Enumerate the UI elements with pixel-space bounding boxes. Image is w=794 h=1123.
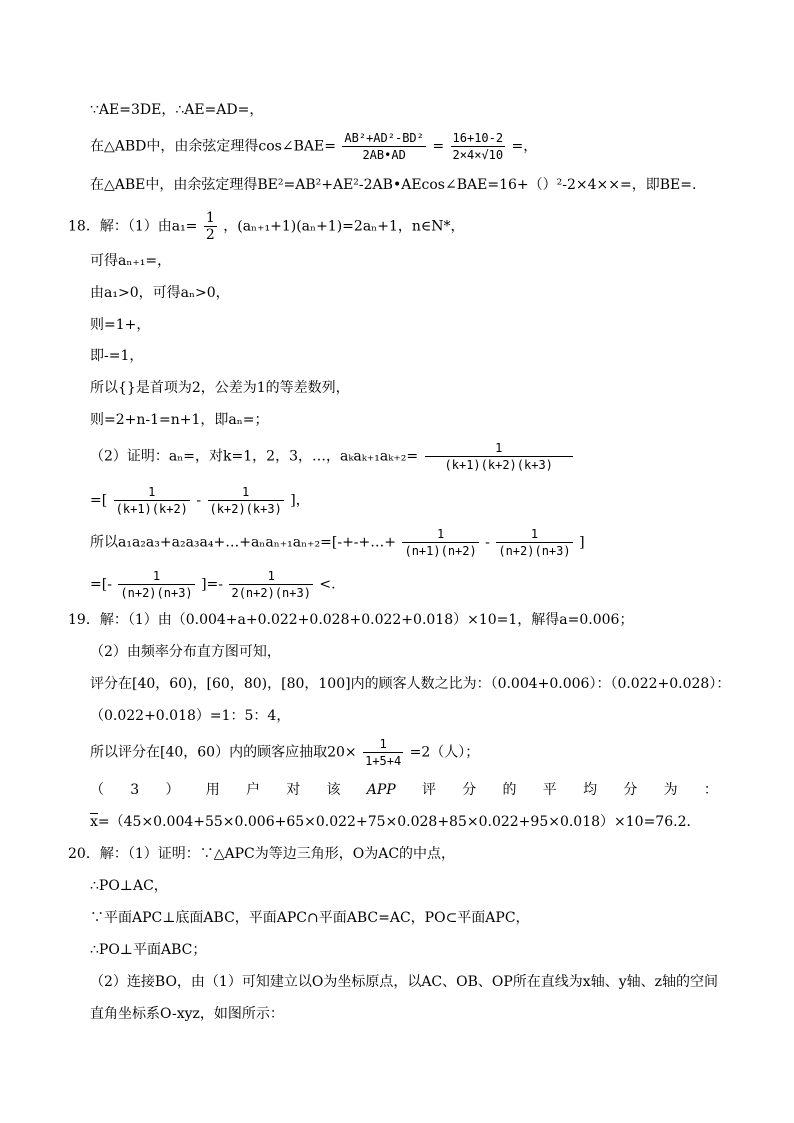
text-token: APP bbox=[366, 782, 396, 798]
text-token: 分 bbox=[623, 782, 638, 798]
fraction-denominator: (k+1)(k+2)(k+3) bbox=[425, 456, 573, 473]
text-line: 由a₁>0，可得aₙ>0， bbox=[90, 285, 230, 301]
text-token: 评 bbox=[422, 782, 436, 798]
fraction bbox=[114, 484, 190, 517]
justified-text-line bbox=[90, 780, 718, 800]
fraction bbox=[229, 568, 312, 601]
text-line: 则=1+， bbox=[90, 317, 151, 333]
question-20-header: 20．解：（1）证明：∵△APC为等边三角形，O为AC的中点， bbox=[68, 846, 456, 862]
text-token: 分 bbox=[462, 782, 477, 798]
text-line: ∵AE=3DE，∴AE=AD=， bbox=[90, 102, 264, 118]
text-segment: 在△ABD中，由余弦定理得cos∠BAE= bbox=[90, 138, 336, 155]
text-segment: 18．解：（1）由a₁= bbox=[68, 218, 198, 235]
fraction-numerator: 16+10-2 bbox=[452, 131, 504, 145]
fraction-denominator: (n+2)(n+3) bbox=[120, 586, 193, 600]
text-line-with-fractions bbox=[90, 440, 575, 473]
text-token: 的 bbox=[502, 782, 517, 798]
text-line: 可得aₙ₊₁=， bbox=[90, 253, 172, 269]
fraction-numerator: 1 bbox=[379, 737, 387, 751]
text-token: 用 bbox=[205, 782, 220, 798]
fraction bbox=[496, 526, 572, 559]
fraction-numerator: 1 bbox=[242, 485, 250, 499]
text-segment: =[ bbox=[90, 492, 108, 509]
fraction-numerator: 1 bbox=[152, 569, 161, 583]
text-line: 在△ABE中，由余弦定理得BE²=AB²+AE²-2AB•AEcos∠BAE=16+（）²-2×4××=，即BE=. bbox=[90, 177, 697, 193]
text-line: 所以{}是首项为2，公差为1的等差数列， bbox=[90, 380, 350, 396]
text-line: ∵平面APC⊥底面ABC，平面APC∩平面ABC=AC，PO⊂平面APC， bbox=[90, 910, 530, 926]
fraction-numerator: 1 bbox=[530, 527, 539, 541]
text-segment: =， bbox=[511, 138, 538, 155]
text-token: 户 bbox=[245, 782, 260, 798]
text-segment: =（45×0.004+55×0.006+65×0.022+75×0.028+85×0.022+95×0.018）×10=76.2． bbox=[97, 814, 701, 830]
text-line: 直角坐标系O-xyz，如图所示： bbox=[90, 1006, 284, 1022]
text-line: ∴PO⊥AC， bbox=[90, 878, 168, 894]
fraction-denominator: 2AB•AD bbox=[342, 146, 425, 163]
fraction bbox=[425, 440, 573, 473]
fraction bbox=[342, 130, 425, 163]
text-segment: 所以a₁a₂a₃+a₂a₃a₄+…+aₙaₙ₊₁aₙ₊₂=[-+-+…+ bbox=[90, 534, 397, 551]
text-segment: （2）证明：aₙ=，对k=1，2，3，…，aₖaₖ₊₁aₖ₊₂= bbox=[90, 448, 419, 465]
text-token: 3 bbox=[130, 782, 140, 798]
fraction bbox=[118, 568, 194, 601]
fraction-denominator: 2×4×√10 bbox=[452, 148, 504, 162]
text-segment: =[- bbox=[90, 576, 112, 593]
text-line-with-fractions bbox=[90, 130, 537, 163]
fraction-denominator: (k+2)(k+3) bbox=[209, 502, 282, 516]
text-token: ） bbox=[165, 782, 180, 798]
fraction-numerator: 1 bbox=[436, 527, 445, 541]
question-19-header: 19．解：（1）由（0.004+a+0.022+0.028+0.022+0.018）×10=1，解得a=0.006； bbox=[68, 612, 634, 628]
question-18-header bbox=[68, 210, 465, 243]
text-token: 该 bbox=[326, 782, 341, 798]
fraction bbox=[363, 736, 403, 769]
text-line-with-fractions bbox=[90, 568, 336, 601]
fraction-denominator: (k+1)(k+2) bbox=[115, 502, 188, 516]
text-line: （2）连接BO，由（1）可知建立以O为坐标原点，以AC、OB、OP所在直线为x轴、y轴、z轴的空间 bbox=[90, 974, 718, 990]
text-segment: - bbox=[196, 492, 202, 509]
text-line: （2）由频率分布直方图可知， bbox=[90, 644, 281, 660]
fraction-denominator: 1+5+4 bbox=[365, 754, 402, 768]
fraction-denominator: (n+2)(n+3) bbox=[498, 544, 571, 558]
text-token: （ bbox=[90, 782, 104, 798]
text-segment: ] bbox=[579, 534, 585, 551]
text-segment: = bbox=[432, 138, 445, 155]
text-segment: ]， bbox=[290, 492, 310, 509]
text-token: 为 bbox=[663, 782, 678, 798]
text-token: 对 bbox=[286, 782, 301, 798]
fraction-numerator: 1 bbox=[205, 210, 215, 226]
text-line bbox=[90, 812, 700, 832]
text-line-with-fractions bbox=[90, 736, 479, 769]
text-line: （0.022+0.018）=1：5：4， bbox=[90, 708, 291, 724]
fraction-numerator: AB²+AD²-BD² bbox=[344, 131, 424, 145]
text-segment: 所以评分在[40，60）内的顾客应抽取20× bbox=[90, 744, 357, 761]
fraction bbox=[204, 210, 217, 243]
fraction-denominator: (n+1)(n+2) bbox=[404, 544, 477, 558]
text-line: 评分在[40，60)，[60，80)，[80，100]内的顾客人数之比为：（0.004+0.006）：（0.022+0.028）： bbox=[90, 676, 731, 692]
fraction bbox=[402, 526, 478, 559]
text-segment: ]=- bbox=[201, 576, 224, 593]
text-line-with-fractions bbox=[90, 526, 585, 559]
fraction-numerator: 1 bbox=[267, 569, 275, 583]
text-line-with-fractions bbox=[90, 484, 310, 517]
text-segment: =2（人）； bbox=[409, 744, 480, 761]
text-token: 平 bbox=[542, 782, 557, 798]
fraction-denominator: 2(n+2)(n+3) bbox=[231, 586, 311, 600]
text-line: ∴PO⊥平面ABC； bbox=[90, 942, 207, 958]
text-line: 即-=1， bbox=[90, 348, 144, 364]
text-segment: <. bbox=[319, 576, 336, 593]
fraction bbox=[451, 130, 506, 163]
fraction-numerator: 1 bbox=[495, 441, 503, 455]
text-segment: ，(aₙ₊₁+1)(aₙ+1)=2aₙ+1，n∈N*， bbox=[223, 218, 465, 235]
mean-symbol: $\overline{x}$ bbox=[90, 814, 98, 830]
text-token: 均 bbox=[583, 782, 598, 798]
fraction-denominator: 2 bbox=[205, 227, 215, 243]
text-line: 则=2+n-1=n+1，即aₙ=； bbox=[90, 412, 269, 428]
text-token: ： bbox=[703, 782, 718, 798]
fraction-numerator: 1 bbox=[148, 485, 156, 499]
fraction bbox=[208, 484, 284, 517]
text-segment: - bbox=[485, 534, 490, 551]
